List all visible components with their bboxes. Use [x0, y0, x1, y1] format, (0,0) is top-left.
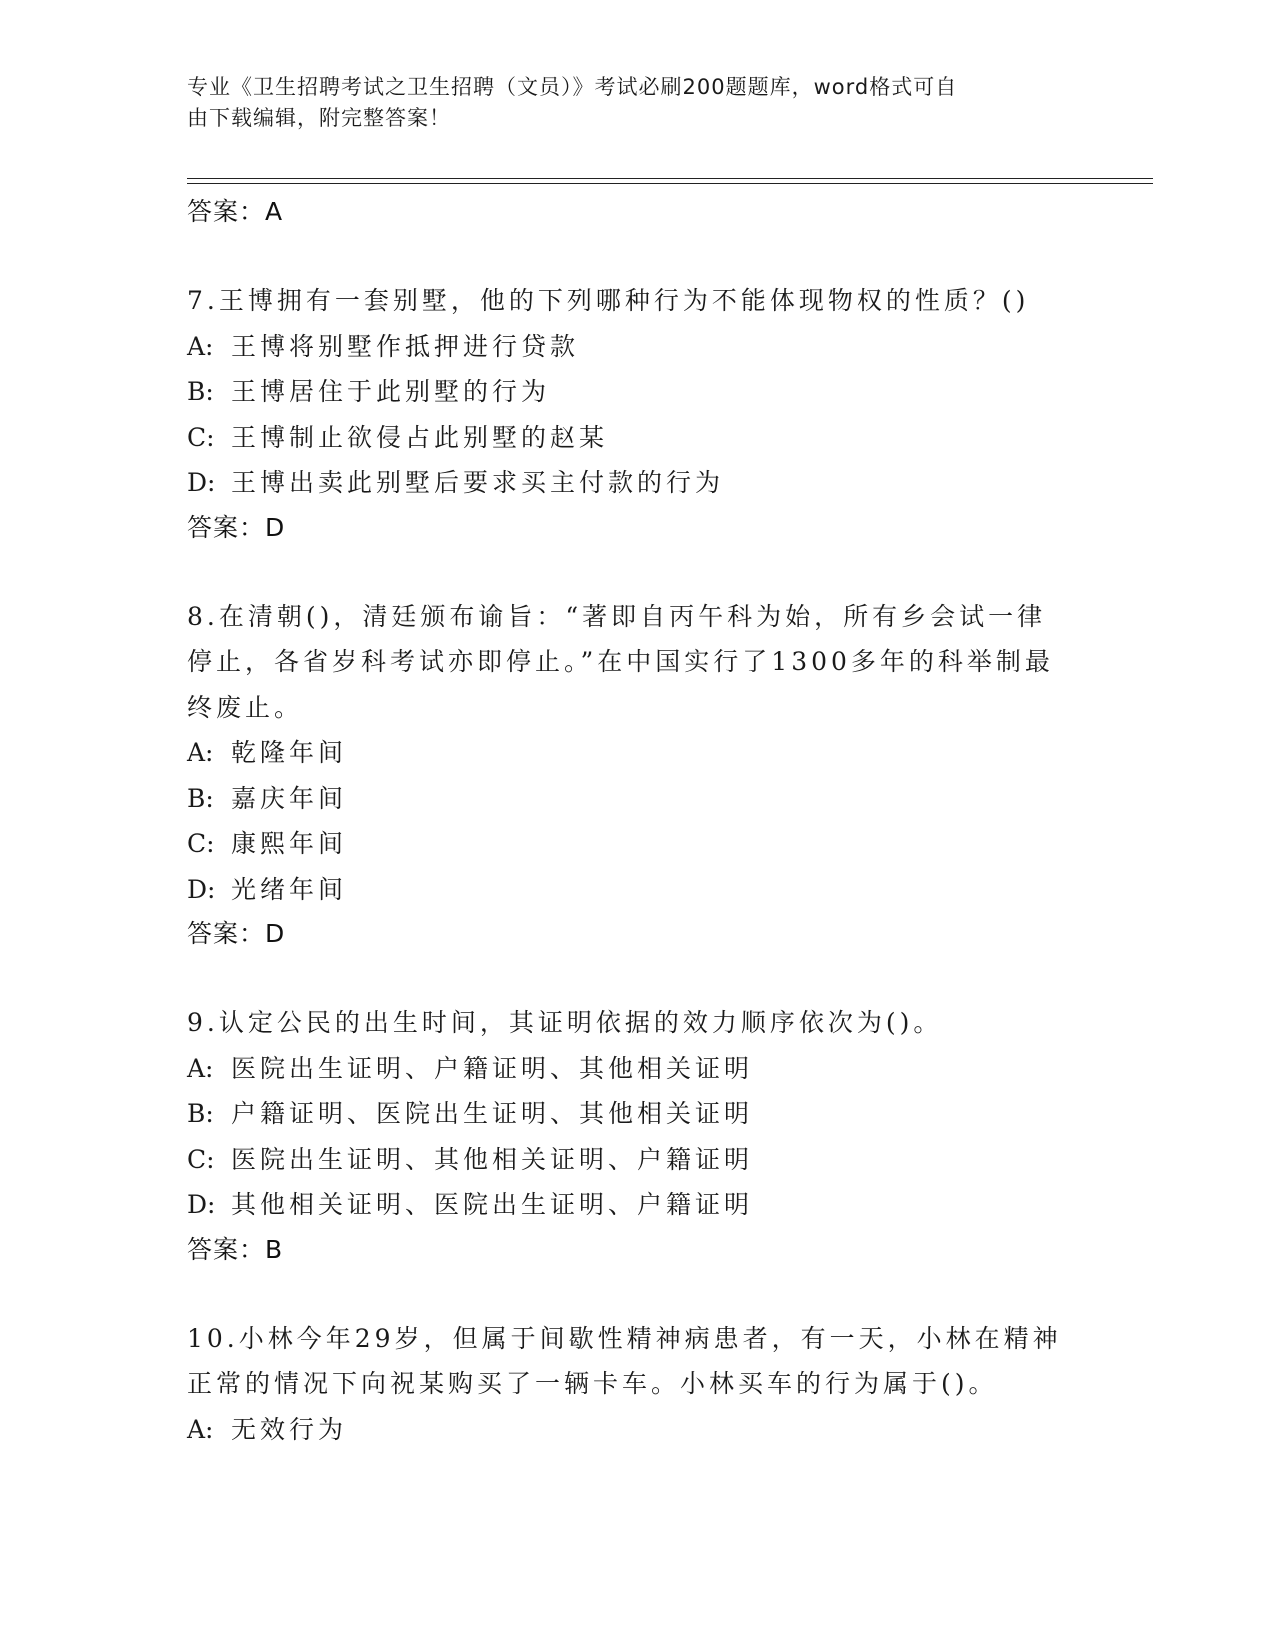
question-text: 正常的情况下向祝某购买了一辆卡车。小林买车的行为属于()。 [187, 1369, 998, 1398]
option-a [187, 1046, 1087, 1092]
question-text: 停止，各省岁科考试亦即停止。”在中国实行了1300多年的科举制最 [187, 647, 1054, 676]
option-text: 王博出卖此别墅后要求买主付款的行为 [231, 468, 725, 497]
option-d [187, 1182, 1087, 1228]
option-c [187, 821, 1087, 867]
option-a [187, 730, 1087, 776]
question-text: 终废止。 [187, 692, 304, 722]
option-text: 医院出生证明、户籍证明、其他相关证明 [231, 1053, 754, 1083]
answer-line: 答案：D [187, 919, 286, 948]
option-key: A: [187, 331, 214, 361]
header-divider-bottom [187, 183, 1153, 184]
spacer [187, 956, 1087, 1000]
question-7 [187, 278, 1087, 550]
option-key: D: [187, 874, 216, 904]
option-text: 光绪年间 [231, 874, 348, 904]
option-c [187, 415, 1087, 461]
option-d [187, 867, 1087, 913]
option-text: 无效行为 [231, 1414, 348, 1444]
option-text: 王博将别墅作抵押进行贷款 [231, 331, 580, 361]
option-key: D: [187, 468, 216, 497]
option-key: B: [187, 1099, 214, 1128]
option-a [187, 324, 1087, 370]
answer-line: 答案：B [187, 1234, 284, 1264]
option-key: D: [187, 1190, 216, 1219]
option-text: 王博制止欲侵占此别墅的赵某 [231, 422, 609, 452]
question-10 [187, 1316, 1087, 1453]
option-key: C: [187, 1144, 215, 1174]
option-key: B: [187, 377, 214, 406]
option-b [187, 776, 1087, 822]
question-text: 7.王博拥有一套别墅，他的下列哪种行为不能体现物权的性质？() [187, 286, 1030, 315]
option-text: 康熙年间 [231, 829, 348, 858]
option-key: A: [187, 738, 214, 767]
spacer [187, 1272, 1087, 1316]
option-c [187, 1137, 1087, 1183]
option-text: 乾隆年间 [231, 738, 348, 767]
spacer [187, 550, 1087, 594]
question-9 [187, 1000, 1087, 1272]
option-text: 王博居住于此别墅的行为 [231, 377, 551, 406]
option-text: 其他相关证明、医院出生证明、户籍证明 [231, 1190, 754, 1219]
option-key: A: [187, 1414, 214, 1444]
option-key: A: [187, 1053, 214, 1083]
option-d [187, 460, 1087, 506]
option-key: C: [187, 422, 215, 452]
question-8 [187, 594, 1087, 957]
option-b [187, 1091, 1087, 1137]
option-b [187, 369, 1087, 415]
question-text: 8.在清朝()，清廷颁布谕旨：“著即自丙午科为始，所有乡会试一律 [187, 601, 1047, 631]
question-text: 9.认定公民的出生时间，其证明依据的效力顺序依次为()。 [187, 1008, 943, 1037]
spacer [187, 234, 1087, 278]
header-line-2: 由下载编辑，附完整答案！ [187, 106, 451, 130]
previous-answer: 答案：A [187, 197, 284, 226]
option-a [187, 1407, 1087, 1453]
option-text: 户籍证明、医院出生证明、其他相关证明 [231, 1099, 754, 1128]
answer-line: 答案：D [187, 512, 286, 542]
option-text: 医院出生证明、其他相关证明、户籍证明 [231, 1144, 754, 1174]
document-header [187, 72, 1067, 134]
option-text: 嘉庆年间 [231, 783, 348, 813]
header-line-1: 专业《卫生招聘考试之卫生招聘（文员）》考试必刷200题题库，word格式可自 [187, 75, 958, 99]
question-list [187, 190, 1087, 1452]
header-divider-top [187, 178, 1153, 179]
question-text: 10.小林今年29岁，但属于间歇性精神病患者，有一天，小林在精神 [187, 1323, 1062, 1353]
option-key: C: [187, 829, 215, 858]
option-key: B: [187, 783, 214, 813]
